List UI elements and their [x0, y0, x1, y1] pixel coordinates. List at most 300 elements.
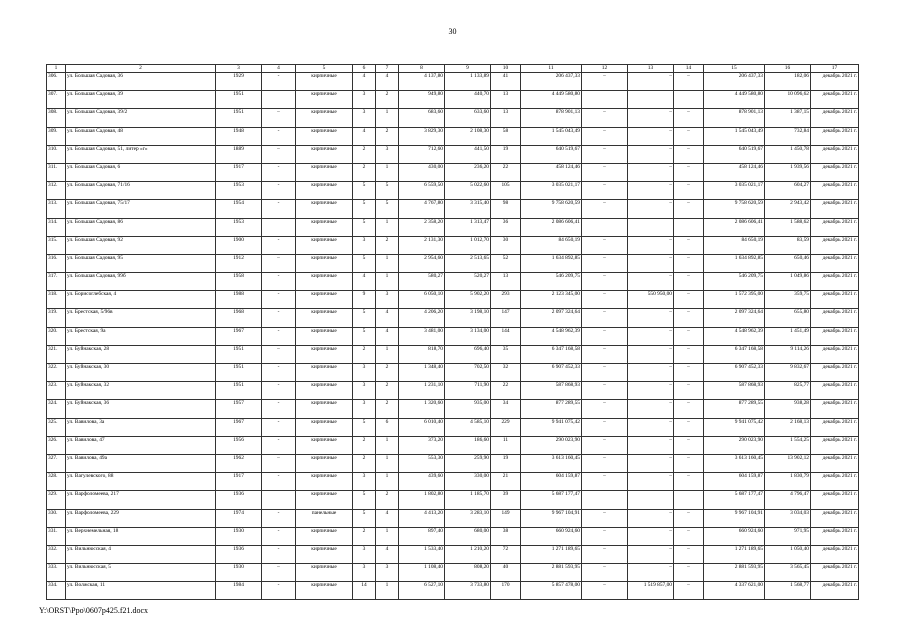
cell-col-4: -	[262, 127, 296, 145]
cell-row-number: 312.	[47, 182, 66, 200]
cell-col-14: –	[674, 182, 704, 200]
cell-residents: 105	[491, 182, 521, 200]
cell-col-14: –	[674, 400, 704, 418]
cell-col-14: –	[674, 163, 704, 181]
cell-wall-material: кирпичные	[296, 163, 353, 181]
cell-residents: 147	[491, 309, 521, 327]
cell-cost-fund: 458 124,46	[704, 163, 765, 181]
cell-row-number: 314.	[47, 218, 66, 236]
cell-col-12: –	[582, 291, 628, 309]
cell-living-area: 3 315,40	[445, 200, 491, 218]
cell-cost-total: 6 347 168,58	[521, 345, 582, 363]
table-row	[47, 273, 859, 291]
cell-col-12: –	[582, 254, 628, 272]
cell-entrances: 4	[376, 73, 399, 91]
cell-wall-material: кирпичные	[296, 109, 353, 127]
cell-row-number: 333.	[47, 564, 66, 582]
cell-deadline: декабрь 2021 г.	[811, 527, 859, 545]
cell-entrances: 3	[376, 564, 399, 582]
cell-col-13: –	[628, 182, 674, 200]
cell-row-number: 325.	[47, 418, 66, 436]
cell-wall-material: панельные	[296, 509, 353, 527]
cell-col-12: –	[582, 364, 628, 382]
cell-total-area: 6 559,50	[399, 182, 445, 200]
cell-col-12: –	[582, 545, 628, 563]
cell-living-area: 2 108,30	[445, 127, 491, 145]
cell-cost-total: 1 545 043,49	[521, 127, 582, 145]
cell-col-4: -	[262, 73, 296, 91]
cell-residents: 229	[491, 418, 521, 436]
cell-col-12: –	[582, 163, 628, 181]
cell-year-built: 1917	[216, 473, 262, 491]
cell-cost-per-sqm: 732,84	[765, 127, 811, 145]
cell-floors: 2	[353, 436, 376, 454]
table-row	[47, 236, 859, 254]
cell-year-built: 1953	[216, 218, 262, 236]
cell-floors: 3	[353, 400, 376, 418]
register-table	[46, 64, 859, 600]
cell-total-area: 1 320,60	[399, 400, 445, 418]
cell-wall-material: кирпичные	[296, 382, 353, 400]
cell-col-4: –	[262, 254, 296, 272]
cell-residents: 98	[491, 200, 521, 218]
cell-year-built: 1951	[216, 91, 262, 109]
cell-year-built: 1954	[216, 200, 262, 218]
cell-residents: 170	[491, 582, 521, 600]
column-header-8: 8	[399, 65, 445, 73]
cell-address: ул. Большая Садовая, 99б	[66, 273, 216, 291]
cell-living-area: 186,60	[445, 436, 491, 454]
cell-col-13	[628, 218, 674, 236]
cell-cost-fund: 3 613 160,45	[704, 454, 765, 472]
cell-col-13: –	[628, 163, 674, 181]
table-row	[47, 400, 859, 418]
cell-col-13: –	[628, 236, 674, 254]
cell-address: ул. Буйнакская, 28	[66, 345, 216, 363]
cell-wall-material: кирпичные	[296, 364, 353, 382]
cell-wall-material: кирпичные	[296, 309, 353, 327]
cell-entrances: 1	[376, 345, 399, 363]
cell-deadline: декабрь 2021 г.	[811, 127, 859, 145]
cell-col-12	[582, 491, 628, 509]
cell-address: ул. Большая Садовая, 6	[66, 163, 216, 181]
cell-entrances: 4	[376, 545, 399, 563]
table-row	[47, 545, 859, 563]
cell-col-4	[262, 218, 296, 236]
cell-total-area: 430,00	[399, 163, 445, 181]
table-row	[47, 582, 859, 600]
cell-year-built: 1951	[216, 109, 262, 127]
cell-total-area: 818,70	[399, 345, 445, 363]
cell-cost-total: 2 123 345,00	[521, 291, 582, 309]
cell-cost-fund: 4 548 962,39	[704, 327, 765, 345]
cell-row-number: 313.	[47, 200, 66, 218]
cell-col-14: –	[674, 73, 704, 91]
cell-address: ул. Вавилова, 49а	[66, 454, 216, 472]
cell-col-13: –	[628, 73, 674, 91]
cell-col-4: -	[262, 527, 296, 545]
cell-col-12: –	[582, 327, 628, 345]
cell-living-area: 935,00	[445, 400, 491, 418]
cell-col-13: –	[628, 400, 674, 418]
cell-deadline: декабрь 2021 г.	[811, 145, 859, 163]
cell-total-area: 4 767,80	[399, 200, 445, 218]
column-header-15: 15	[704, 65, 765, 73]
cell-residents: 11	[491, 436, 521, 454]
cell-address: ул. Варфоломеева, 217	[66, 491, 216, 509]
cell-deadline: декабрь 2021 г.	[811, 454, 859, 472]
cell-cost-per-sqm: 1 050,40	[765, 545, 811, 563]
cell-deadline: декабрь 2021 г.	[811, 309, 859, 327]
cell-cost-fund: 2 881 593,95	[704, 564, 765, 582]
cell-col-4: -	[262, 200, 296, 218]
cell-col-4: -	[262, 309, 296, 327]
cell-deadline: декабрь 2021 г.	[811, 364, 859, 382]
cell-cost-per-sqm: 1 830,79	[765, 473, 811, 491]
table-row	[47, 327, 859, 345]
cell-cost-fund: 546 209,75	[704, 273, 765, 291]
cell-col-14	[674, 491, 704, 509]
cell-total-area: 6 527,10	[399, 582, 445, 600]
cell-row-number: 308.	[47, 109, 66, 127]
cell-col-12: –	[582, 454, 628, 472]
cell-wall-material: кирпичные	[296, 182, 353, 200]
cell-row-number: 327.	[47, 454, 66, 472]
table-row	[47, 509, 859, 527]
cell-cost-fund: 604 159,87	[704, 473, 765, 491]
column-header-3: 3	[216, 65, 262, 73]
cell-total-area: 1 533,40	[399, 545, 445, 563]
cell-cost-per-sqm: 938,28	[765, 400, 811, 418]
cell-row-number: 306.	[47, 73, 66, 91]
column-header-11: 11	[521, 65, 582, 73]
cell-deadline: декабрь 2021 г.	[811, 218, 859, 236]
table-row	[47, 436, 859, 454]
table-row	[47, 218, 859, 236]
cell-cost-per-sqm: 9 114,26	[765, 345, 811, 363]
cell-col-12: –	[582, 236, 628, 254]
cell-row-number: 322.	[47, 364, 66, 382]
cell-col-14	[674, 218, 704, 236]
cell-address: ул. Буйнакская, 36	[66, 400, 216, 418]
table-row	[47, 145, 859, 163]
cell-living-area: 5 022,60	[445, 182, 491, 200]
cell-floors: 4	[353, 273, 376, 291]
cell-cost-fund: 6 907 452,33	[704, 364, 765, 382]
cell-cost-per-sqm: 1 554,25	[765, 436, 811, 454]
cell-col-14: –	[674, 236, 704, 254]
cell-total-area: 683,60	[399, 109, 445, 127]
cell-cost-total: 458 124,46	[521, 163, 582, 181]
cell-wall-material: кирпичные	[296, 564, 353, 582]
cell-residents: 21	[491, 473, 521, 491]
cell-row-number: 329.	[47, 491, 66, 509]
cell-total-area: 373,20	[399, 436, 445, 454]
cell-cost-fund: 9 967 104,91	[704, 509, 765, 527]
cell-col-13: –	[628, 309, 674, 327]
cell-entrances: 6	[376, 418, 399, 436]
table-row	[47, 73, 859, 91]
cell-col-12: –	[582, 109, 628, 127]
table-row	[47, 109, 859, 127]
cell-cost-fund: 9 758 620,59	[704, 200, 765, 218]
cell-year-built: 1948	[216, 127, 262, 145]
cell-floors: 5	[353, 254, 376, 272]
cell-col-4	[262, 91, 296, 109]
cell-cost-fund: 878 901,13	[704, 109, 765, 127]
cell-row-number: 331.	[47, 527, 66, 545]
cell-floors: 3	[353, 382, 376, 400]
cell-wall-material: кирпичные	[296, 473, 353, 491]
cell-address: ул. Вавилова, 3а	[66, 418, 216, 436]
cell-col-14: –	[674, 582, 704, 600]
cell-col-13	[628, 491, 674, 509]
column-header-10: 10	[491, 65, 521, 73]
cell-col-13: –	[628, 473, 674, 491]
cell-cost-total: 4 548 962,39	[521, 327, 582, 345]
cell-cost-fund: 6 347 168,58	[704, 345, 765, 363]
cell-col-14: –	[674, 291, 704, 309]
cell-row-number: 324.	[47, 400, 66, 418]
cell-year-built: 1984	[216, 582, 262, 600]
cell-residents: 39	[491, 491, 521, 509]
cell-col-13: –	[628, 109, 674, 127]
cell-col-12: –	[582, 564, 628, 582]
cell-col-12: –	[582, 309, 628, 327]
cell-col-14: –	[674, 109, 704, 127]
cell-col-4: -	[262, 291, 296, 309]
cell-col-13: –	[628, 145, 674, 163]
column-header-13: 13	[628, 65, 674, 73]
cell-total-area: 1 348,40	[399, 364, 445, 382]
cell-living-area: 1 012,70	[445, 236, 491, 254]
cell-living-area: 4 585,10	[445, 418, 491, 436]
cell-deadline: декабрь 2021 г.	[811, 327, 859, 345]
table-row	[47, 491, 859, 509]
cell-col-4: -	[262, 582, 296, 600]
cell-total-area: 3 829,30	[399, 127, 445, 145]
cell-col-14	[674, 91, 704, 109]
cell-cost-total: 2 086 606,41	[521, 218, 582, 236]
cell-cost-total: 1 634 892,85	[521, 254, 582, 272]
cell-year-built: 1957	[216, 400, 262, 418]
cell-wall-material: кирпичные	[296, 254, 353, 272]
cell-col-4: –	[262, 564, 296, 582]
cell-living-area: 1 185,70	[445, 491, 491, 509]
cell-col-12: –	[582, 273, 628, 291]
cell-cost-fund: 290 023,90	[704, 436, 765, 454]
cell-address: ул. Большая Садовая, 92	[66, 236, 216, 254]
cell-residents: 13	[491, 273, 521, 291]
cell-cost-total: 3 613 160,45	[521, 454, 582, 472]
cell-cost-total: 5 687 177,47	[521, 491, 582, 509]
cell-floors: 5	[353, 309, 376, 327]
cell-col-13: –	[628, 418, 674, 436]
cell-residents: 35	[491, 345, 521, 363]
cell-entrances: 1	[376, 436, 399, 454]
cell-total-area: 580,27	[399, 273, 445, 291]
cell-entrances: 2	[376, 491, 399, 509]
column-header-6: 6	[353, 65, 376, 73]
cell-floors: 3	[353, 564, 376, 582]
table-row	[47, 309, 859, 327]
cell-row-number: 332.	[47, 545, 66, 563]
cell-residents: 19	[491, 454, 521, 472]
cell-living-area: 3 134,00	[445, 327, 491, 345]
cell-cost-per-sqm: 3 565,45	[765, 564, 811, 582]
cell-year-built: 1958	[216, 273, 262, 291]
cell-col-13: 1 519 857,00	[628, 582, 674, 600]
cell-wall-material: кирпичные	[296, 545, 353, 563]
cell-cost-fund: 640 519,67	[704, 145, 765, 163]
cell-row-number: 309.	[47, 127, 66, 145]
cell-wall-material: кирпичные	[296, 491, 353, 509]
cell-cost-total: 5 857 478,00	[521, 582, 582, 600]
cell-cost-per-sqm: 83,59	[765, 236, 811, 254]
cell-wall-material: кирпичные	[296, 345, 353, 363]
cell-cost-fund: 206 437,33	[704, 73, 765, 91]
cell-col-4: -	[262, 509, 296, 527]
cell-cost-fund: 2 097 324,64	[704, 309, 765, 327]
table-row	[47, 382, 859, 400]
cell-total-area: 3 481,00	[399, 327, 445, 345]
cell-address: ул. Вильнюсская, 5	[66, 564, 216, 582]
cell-year-built: 1962	[216, 454, 262, 472]
cell-total-area: 712,60	[399, 145, 445, 163]
cell-col-12: –	[582, 436, 628, 454]
cell-row-number: 321.	[47, 345, 66, 363]
cell-entrances: 5	[376, 182, 399, 200]
cell-total-area: 1 802,80	[399, 491, 445, 509]
cell-entrances: 1	[376, 254, 399, 272]
cell-entrances: 1	[376, 273, 399, 291]
cell-year-built: 1988	[216, 291, 262, 309]
table-row	[47, 200, 859, 218]
cell-entrances: 1	[376, 109, 399, 127]
cell-cost-total: 84 650,19	[521, 236, 582, 254]
cell-cost-per-sqm: 1 387,15	[765, 109, 811, 127]
cell-residents: 22	[491, 382, 521, 400]
cell-floors: 5	[353, 418, 376, 436]
cell-floors: 3	[353, 473, 376, 491]
cell-cost-total: 660 924,60	[521, 527, 582, 545]
cell-entrances: 1	[376, 163, 399, 181]
cell-residents: 72	[491, 545, 521, 563]
cell-total-area: 439,60	[399, 473, 445, 491]
cell-deadline: декабрь 2021 г.	[811, 109, 859, 127]
cell-total-area: 897,40	[399, 527, 445, 545]
cell-year-built: 1900	[216, 236, 262, 254]
cell-residents: 22	[491, 163, 521, 181]
cell-year-built: 1951	[216, 345, 262, 363]
cell-year-built: 1912	[216, 254, 262, 272]
cell-floors: 2	[353, 163, 376, 181]
cell-deadline: декабрь 2021 г.	[811, 254, 859, 272]
cell-cost-per-sqm: 604,27	[765, 182, 811, 200]
column-header-17: 17	[811, 65, 859, 73]
table-row	[47, 527, 859, 545]
cell-living-area: 259,90	[445, 454, 491, 472]
cell-year-built: 1936	[216, 491, 262, 509]
cell-row-number: 334.	[47, 582, 66, 600]
cell-col-12	[582, 91, 628, 109]
cell-total-area: 4 413,20	[399, 509, 445, 527]
cell-floors: 2	[353, 454, 376, 472]
cell-living-area: 441,50	[445, 145, 491, 163]
cell-year-built: 1951	[216, 364, 262, 382]
cell-row-number: 315.	[47, 236, 66, 254]
cell-col-13	[628, 91, 674, 109]
cell-address: ул. Брестская, 5/96в	[66, 309, 216, 327]
cell-total-area: 4 206,20	[399, 309, 445, 327]
cell-floors: 5	[353, 491, 376, 509]
cell-col-12: –	[582, 582, 628, 600]
cell-wall-material: кирпичные	[296, 73, 353, 91]
cell-address: ул. Вавилова, 47	[66, 436, 216, 454]
cell-living-area: 2 513,65	[445, 254, 491, 272]
cell-cost-per-sqm: 825,77	[765, 382, 811, 400]
cell-cost-total: 4 449 580,80	[521, 91, 582, 109]
cell-col-12: –	[582, 145, 628, 163]
cell-address: ул. Большая Садовая, 95	[66, 254, 216, 272]
cell-cost-total: 9 941 075,42	[521, 418, 582, 436]
cell-cost-per-sqm: 3 034,03	[765, 509, 811, 527]
cell-entrances: 2	[376, 127, 399, 145]
cell-entrances: 2	[376, 400, 399, 418]
table-row	[47, 127, 859, 145]
table-row	[47, 91, 859, 109]
cell-col-14: –	[674, 127, 704, 145]
cell-year-built: 1917	[216, 163, 262, 181]
cell-deadline: декабрь 2021 г.	[811, 73, 859, 91]
table-row	[47, 473, 859, 491]
cell-wall-material: кирпичные	[296, 200, 353, 218]
cell-col-13: 550 950,00	[628, 291, 674, 309]
cell-col-4: -	[262, 327, 296, 345]
cell-cost-fund: 660 924,60	[704, 527, 765, 545]
cell-entrances: 5	[376, 200, 399, 218]
cell-col-12: –	[582, 509, 628, 527]
column-header-2: 2	[66, 65, 216, 73]
cell-deadline: декабрь 2021 г.	[811, 182, 859, 200]
cell-floors: 3	[353, 364, 376, 382]
cell-entrances: 2	[376, 91, 399, 109]
cell-col-4: -	[262, 364, 296, 382]
cell-col-13: –	[628, 254, 674, 272]
cell-floors: 3	[353, 545, 376, 563]
cell-col-13: –	[628, 200, 674, 218]
cell-cost-per-sqm: 182,06	[765, 73, 811, 91]
cell-col-4: -	[262, 163, 296, 181]
cell-total-area: 2 954,60	[399, 254, 445, 272]
cell-living-area: 1 313,47	[445, 218, 491, 236]
cell-entrances: 4	[376, 327, 399, 345]
cell-year-built: 1968	[216, 309, 262, 327]
cell-row-number: 316.	[47, 254, 66, 272]
cell-total-area: 1 231,10	[399, 382, 445, 400]
cell-deadline: декабрь 2021 г.	[811, 545, 859, 563]
cell-deadline: декабрь 2021 г.	[811, 400, 859, 418]
cell-address: ул. Большая Садовая, 39	[66, 91, 216, 109]
cell-col-4: -	[262, 400, 296, 418]
cell-address: ул. Большая Садовая, 86	[66, 218, 216, 236]
cell-total-area: 2 131,30	[399, 236, 445, 254]
cell-cost-per-sqm: 1 568,77	[765, 582, 811, 600]
cell-year-built: 1953	[216, 182, 262, 200]
cell-living-area: 1 210,20	[445, 545, 491, 563]
cell-deadline: декабрь 2021 г.	[811, 91, 859, 109]
cell-living-area: 702,50	[445, 364, 491, 382]
